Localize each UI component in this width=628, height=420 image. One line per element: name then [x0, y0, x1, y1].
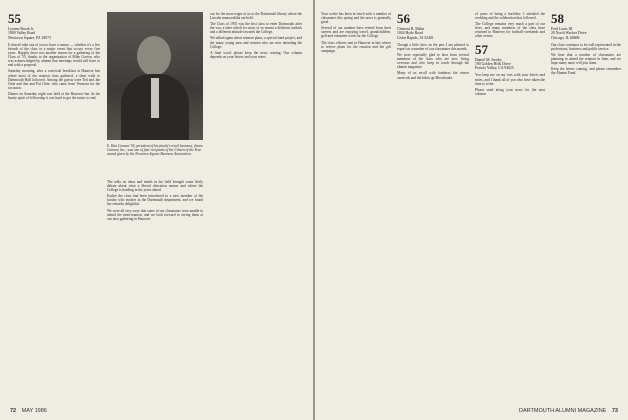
right-column-2	[397, 12, 469, 397]
column-paragraph: Our class continues to be well represented in the professions, business and public service.	[551, 42, 621, 51]
right-column-4	[551, 12, 621, 397]
portrait-photo	[107, 12, 203, 140]
class-secretary-address: Lyonne Brook Jr. 1800 Valley Road Newtown Square, PA 19073	[8, 27, 51, 40]
column-paragraph: The class officers met in Hanover in late winter to review plans for the reunion and the gift campaign.	[321, 40, 391, 53]
column-paragraph: The College remains very much a part of our lives, and many members of the class have returned to Hanover for football weekends and other events.	[475, 22, 545, 39]
page-number: 73	[611, 408, 618, 414]
class-number-57: 57	[475, 41, 488, 57]
right-column-3	[475, 12, 545, 397]
column-paragraph: A final word: please keep the news coming. Our column depends on your letters and your notes.	[210, 50, 302, 59]
photo-caption: E. Kim Cannon '55, president of his family's retail business, James Cannon, Inc., was one of four recipients of the Citizen of the Year award given by the Newtown Square Business Association.	[107, 144, 203, 157]
column-paragraph: We were all very sorry that some of our classmates were unable to attend the mini-reunion, and we look forward to seeing them at our next gathering in Hanover.	[107, 208, 203, 221]
column-paragraph: Keep the letters coming, and please remember the Alumni Fund.	[551, 67, 621, 76]
column-paragraph: Earlier the class had been introduced to a new member of the faculty who teaches in the Dartmouth department, and we found her remarks delightful.	[107, 194, 203, 207]
issue-date: MAY 1986	[21, 408, 47, 414]
column-paragraph: The talks on ideas and trends in the field brought some lively debate about what a liberal education means and where the College is heading in the years ahead.	[107, 180, 203, 193]
column-paragraph: Saturday morning, after a convivial breakfast at Hanover Inn where most of the reunion class gathered, a short walk to Dartmouth Hall followed. Among the guests were Ted and Jan Ottie and Jim and Pat Ottie, who came from Vermont for the occasion.	[8, 69, 100, 90]
left-column-2	[107, 180, 203, 397]
right-column-1	[321, 12, 391, 397]
class-number-56: 56	[397, 12, 410, 26]
column-paragraph: We hear that a number of classmates are planning to attend the reunion in June, and we hope many more will join them.	[551, 53, 621, 66]
column-paragraph: The Class of 1955 was the first class to enter Dartmouth after the war, a time which for most of us meant a different outlook and a different attitude towards the College.	[210, 22, 302, 35]
column-paragraph: Your scribe has been in touch with a number of classmates this spring and the news is generally good.	[321, 12, 391, 25]
column-paragraph: Though a little slow on the pen, I am pleased to report on a number of our classmates this month.	[397, 42, 469, 51]
left-footer	[10, 408, 47, 414]
left-page	[0, 0, 313, 420]
column-paragraph: of years of being a bachelor. I attended the wedding and the celebration that followed.	[475, 12, 545, 21]
right-page	[315, 0, 628, 420]
column-paragraph: Please send along your news for the next column.	[475, 87, 545, 96]
class-secretary-address: Fred Louis III 20 North Wacker Drive Chicago, IL 60606	[551, 27, 587, 40]
right-footer	[519, 408, 618, 414]
column-paragraph: We were especially glad to hear from several members of the class who are now living overseas and who keep in touch through the alumni magazine.	[397, 53, 469, 70]
column-paragraph: out for the more eager of us to the Dartmouth library where the Lincoln memorabilia are held.	[210, 12, 302, 21]
column-paragraph: Many of us recall with fondness the winter carnivals and the hikes up Moosilauke.	[397, 71, 469, 80]
class-secretary-address: Daniel M. Searby 190 Golden Hills Drive Portola Valley, CA 94025	[475, 57, 514, 71]
left-column-3	[210, 12, 302, 397]
column-paragraph: It doesn't take one of you to have a reason — whether it's a few friends of the class or a major event that occurs every five years. Happily there was another reason for a gathering of the Class of '55, thanks to the organization of Mike Gorton, who was acknowledged by alumni that meetings would still have to end with a proposal.	[8, 42, 100, 68]
column-paragraph: Dinner on Saturday night was held at the Hanover Inn. In the hearty spirit of fellowship it was hard to get the music to end.	[8, 91, 100, 101]
column-paragraph: We talked again about reunion plans, a special fund project, and the many young men and women who are now attending the College.	[210, 36, 302, 49]
class-secretary-address: Clement B. Malin 1004 Hyde Road Cedar Rapids, IA 52401	[397, 27, 434, 40]
publication-name: DARTMOUTH ALUMNI MAGAZINE	[519, 408, 607, 414]
class-number-58: 58	[551, 12, 564, 26]
column-paragraph: Several of our number have retired from their careers and are enjoying travel, grandchildren, golf and volunteer work for the College.	[321, 26, 391, 39]
page-number: 72	[10, 408, 17, 414]
left-column-1	[8, 12, 100, 397]
column-paragraph: You keep me on my toes with your letters and notes, and I thank all of you who have taken the time to write.	[475, 73, 545, 86]
class-number-55: 55	[8, 12, 21, 26]
